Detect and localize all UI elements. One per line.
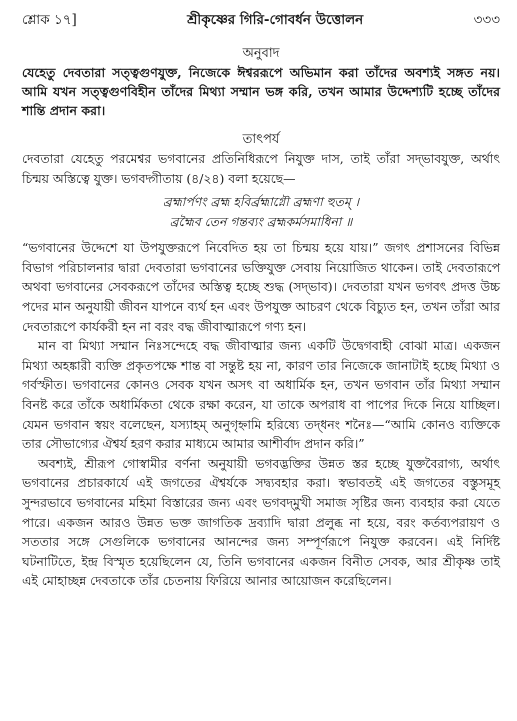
verse-line-1: ব্রহ্মার্পণং ব্রহ্ম হবির্ব্রহ্মাগ্নৌ ব্রহ্মণা হুতম্ । — [162, 194, 360, 210]
verse-reference: শ্লোক ১৭] — [22, 12, 77, 28]
purport-paragraph-2: “ভগবানের উদ্দেশে যা উপযুক্তরূপে নিবেদিত হয় তা চিন্ময় হয়ে যায়।” জগৎ প্রশাসনের বিভিন্ন বিভাগ পরিচালনার দ্বারা দেবতারা ভগবানের ভক্তিযুক্ত সেবায় নিয়োজিত থাকেন। তাই দেবতারূপে অথবা ভগবানের সেবকরূপে তাঁদের অস্তিত্ব হচ্ছে শুদ্ধ (সদ্‌ভাব)। দেবতারা যখন ভগবৎ প্রদত্ত উচ্চ পদের মান অনুযায়ী জীবন যাপনে ব্যর্থ হন এবং উপযুক্ত আচরণ থেকে বিচ্যুত হন, তখন তাঁরা আর দেবতারূপে কার্যকরী হন না বরং বদ্ধ জীবাত্মারূপে গণ্য হন। — [22, 240, 500, 334]
purport-paragraph-1: দেবতারা যেহেতু পরমেশ্বর ভগবানের প্রতিনিধিরূপে নিযুক্ত দাস, তাই তাঁরা সদ্‌ভাবযুক্ত, অর্থাৎ চিন্ময় অস্তিত্বে যুক্ত। ভগবদ্গীতায় (৪/২৪) বলা হয়েছে— — [22, 151, 500, 186]
verse-line-2: ব্রহ্মৈব তেন গন্তব্যং ব্রহ্মকর্মসমাধিনা ॥ — [169, 214, 353, 230]
book-page — [22, 6, 500, 591]
chapter-title: শ্রীকৃষ্ণের গিরি-গোবর্ধন উত্তোলন — [187, 12, 364, 28]
translation-text: যেহেতু দেবতারা সত্ত্বগুণযুক্ত, নিজেকে ঈশ্বররূপে অভিমান করা তাঁদের অবশ্যই সঙ্গত নয়। আমি যখন সত্ত্বগুণবিহীন তাঁদের মিথ্যা সম্মান ভঙ্গ করি, তখন আমার উদ্দেশ্যটি হচ্ছে তাঁদের শান্তি প্রদান করা। — [22, 65, 500, 118]
page-number: ৩৩৩ — [473, 12, 500, 28]
sanskrit-verse — [22, 192, 500, 232]
purport-paragraph-3: মান বা মিথ্যা সম্মান নিঃসন্দেহে বদ্ধ জীবাত্মার জন্য একটি উদ্বেগবাহী বোঝা মাত্র। একজন মিথ্যা অহঙ্কারী ব্যক্তি প্রকৃতপক্ষে শান্ত বা সন্তুষ্ট হয় না, কারণ তার নিজেকে জানাটাই হচ্ছে মিথ্যা ও গর্বস্ফীত। ভগবানের কোনও সেবক যখন অসৎ বা অধার্মিক হন, তখন ভগবান তাঁর মিথ্যা সম্মান বিনষ্ট করে তাঁকে অধার্মিকতা থেকে রক্ষা করেন, যা তাকে অপরাধ বা পাপের দিকে নিয়ে যাচ্ছিল। যেমন ভগবান স্বয়ং বলেছেন, যস্যাহম্ অনুগৃহ্নামি হরিষ্যে তদ্‌ধনং শনৈঃ—“আমি কোনও ব্যক্তিকে তার সৌভাগ্যের ঐশ্বর্য হরণ করার মাধ্যমে আমার আশীর্বাদ প্রদান করি।” — [22, 338, 500, 452]
page-header — [22, 6, 500, 34]
purport-heading: তাৎপর্য — [242, 132, 280, 147]
translation-heading: অনুবাদ — [242, 46, 280, 61]
purport-paragraph-4: অবশ্যই, শ্রীরূপ গোস্বামীর বর্ণনা অনুযায়ী ভগবদ্ভক্তির উন্নত স্তর হচ্ছে যুক্তবৈরাগ্য, অর্থাৎ ভগবানের প্রচারকার্যে এই জগতের ঐশ্বর্যকে সদ্ব্যবহার করা। স্বভাবতই এই জগতের বস্তুসমূহ সুন্দরভাবে ভগবানের মহিমা বিস্তারের জন্য এবং ভগবদ্‌মুখী সমাজ সৃষ্টির জন্য ব্যবহার করা যেতে পারে। একজন আরও উন্নত ভক্ত জাগতিক দ্রব্যাদি দ্বারা প্রলুব্ধ না হয়ে, বরং কর্তব্যপরায়ণ ও সততার সঙ্গে সেগুলিকে ভগবানের আনন্দের জন্য সম্পূর্ণরূপে নিযুক্ত করবেন। এই নির্দিষ্ট ঘটনাটিতে, ইন্দ্র বিস্মৃত হয়েছিলেন যে, তিনি ভগবানের একজন বিনীত সেবক, আর শ্রীকৃষ্ণ তাই এই মোহাচ্ছন্ন দেবতাকে তাঁর চেতনায় ফিরিয়ে আনার আয়োজন করেছিলেন। — [22, 455, 500, 589]
